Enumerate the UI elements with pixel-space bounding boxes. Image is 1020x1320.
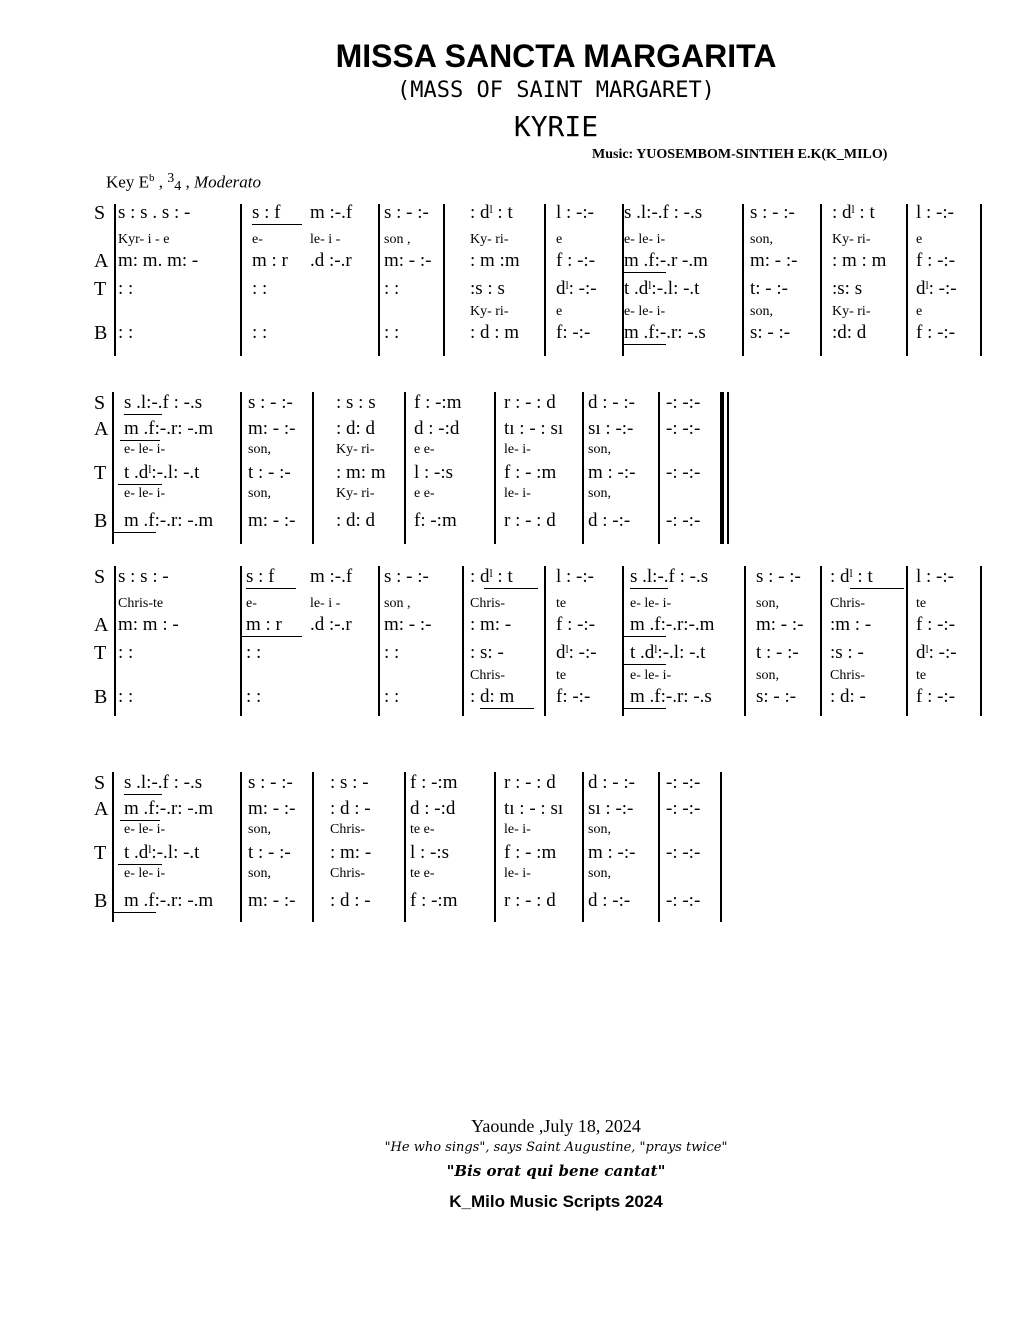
page-title: MISSA SANCTA MARGARITA [335, 38, 777, 74]
bar-line [544, 566, 546, 716]
bar-line [906, 204, 908, 356]
notes-s: s : - :- [384, 566, 429, 587]
notes-t: : s: - [470, 642, 504, 663]
bar-line [582, 772, 584, 922]
notes-a: m: m. m: - [118, 250, 199, 271]
lyrics: e e- [414, 486, 435, 501]
notes-a: m .f:-.r: -.m [124, 798, 214, 819]
lyrics: son, [756, 596, 779, 611]
lyrics: son, [588, 486, 611, 501]
bar-line [114, 566, 116, 716]
lyrics: Ky- ri- [470, 304, 509, 319]
final-bar-line [727, 392, 729, 544]
bar-line [240, 566, 242, 716]
notes-b: : : [252, 322, 268, 343]
section-title: KYRIE [513, 110, 599, 143]
bar-line [980, 566, 982, 716]
notes-t: : : [252, 278, 268, 299]
lyrics: Ky- ri- [336, 486, 375, 501]
lyrics: e- le- i- [630, 596, 672, 611]
bar-line [980, 204, 982, 356]
lyrics: Ky- ri- [832, 232, 871, 247]
notes-t: m : -:- [588, 842, 636, 863]
notes-b: r : - : d [504, 510, 556, 531]
notes-s: s : s . s : - [118, 202, 191, 223]
notes-a: -: -:- [666, 418, 701, 439]
notes-b: r : - : d [504, 890, 556, 911]
notes-a: : d : - [330, 798, 371, 819]
lyrics: son, [750, 232, 773, 247]
notes-t: : : [118, 278, 134, 299]
slur-underline [124, 794, 162, 795]
slur-underline [630, 588, 668, 589]
bar-line [378, 204, 380, 356]
notes-b: : : [384, 322, 400, 343]
part-label-a: A [94, 250, 109, 272]
key-label: Key E [106, 172, 149, 192]
lyrics: Chris- [330, 866, 365, 881]
slur-underline [246, 588, 296, 589]
notes-t: -: -:- [666, 462, 701, 483]
bar-line [443, 204, 445, 356]
notes-a: tı : - : sı [504, 798, 564, 819]
bar-line [240, 392, 242, 544]
notes-a: .d :-.r [310, 250, 352, 271]
notes-s: : dˡ : t [830, 566, 873, 587]
notes-b: : : [118, 322, 134, 343]
key-flat: b [148, 172, 155, 184]
slur-underline [624, 272, 666, 273]
bar-line [582, 392, 584, 544]
notes-s: : s : - [330, 772, 369, 793]
bar-line [240, 772, 242, 922]
notes-s: : dˡ : t [832, 202, 875, 223]
notes-b: m: - :- [248, 510, 296, 531]
notes-b: : d: - [830, 686, 866, 707]
lyrics: e [916, 232, 923, 247]
notes-t: : : [246, 642, 262, 663]
notes-s: l : -:- [916, 202, 954, 223]
notes-s: m :-.f [310, 566, 353, 587]
notes-a: m: - :- [248, 418, 296, 439]
notes-t: t : - :- [248, 462, 291, 483]
notes-t: t: - :- [750, 278, 788, 299]
lyrics: Chris- [830, 668, 865, 683]
bar-line [720, 392, 724, 544]
notes-a: m: - :- [750, 250, 798, 271]
notes-s: s : f [252, 202, 281, 223]
notes-b: s: - :- [756, 686, 797, 707]
notes-s: s : - :- [248, 392, 293, 413]
notes-b: : d: d [336, 510, 376, 531]
bar-line [112, 772, 114, 922]
notes-s: m :-.f [310, 202, 353, 223]
part-label-b: B [94, 890, 108, 912]
lyrics: Ky- ri- [470, 232, 509, 247]
part-label-b: B [94, 510, 108, 532]
notes-b: : d : - [330, 890, 371, 911]
notes-t: dˡ: -:- [556, 278, 597, 299]
latin-quote: "Bis orat qui bene cantat" [446, 1162, 666, 1180]
part-label-s: S [94, 202, 106, 224]
notes-t: :s : - [830, 642, 864, 663]
lyrics: e e- [414, 442, 435, 457]
bar-line [720, 772, 722, 922]
part-label-t: T [94, 642, 107, 664]
lyrics: son , [384, 596, 411, 611]
notes-b: : d: m [470, 686, 515, 707]
bar-line [544, 204, 546, 356]
notes-b: f: -:- [556, 322, 591, 343]
lyrics: le- i - [310, 596, 341, 611]
bar-line [820, 204, 822, 356]
meter-bottom: 4 [174, 178, 182, 194]
notes-t: t .dˡ:-.l: -.t [124, 462, 200, 483]
notes-t: dˡ: -:- [556, 642, 597, 663]
lyrics: e- [252, 232, 263, 247]
lyrics: son, [248, 442, 271, 457]
notes-a: : d: d [336, 418, 376, 439]
notes-a: .d :-.r [310, 614, 352, 635]
notes-a: m .f:-.r: -.m [124, 418, 214, 439]
bar-line [658, 772, 660, 922]
lyrics: Chris-te [118, 596, 164, 611]
notes-a: m : r [246, 614, 282, 635]
bar-line [658, 392, 660, 544]
notes-a: m: - :- [248, 798, 296, 819]
lyrics: e- le- i- [630, 668, 672, 683]
notes-a: : m: - [470, 614, 512, 635]
notes-b: d : -:- [588, 510, 631, 531]
notes-a: -: -:- [666, 798, 701, 819]
notes-b: m .f:-.r: -.m [124, 510, 214, 531]
notes-t: : m: m [336, 462, 386, 483]
notes-s: l : -:- [556, 202, 594, 223]
lyrics: e [556, 304, 563, 319]
lyrics: Chris- [330, 822, 365, 837]
part-label-t: T [94, 842, 107, 864]
lyrics: te e- [410, 866, 435, 881]
lyrics: son, [756, 668, 779, 683]
notes-s: -: -:- [666, 392, 701, 413]
slur-underline [242, 636, 302, 637]
notes-b: f: -:m [414, 510, 457, 531]
notes-t: l : -:s [410, 842, 450, 863]
notes-b: :d: d [832, 322, 867, 343]
notes-a: f : -:- [916, 614, 956, 635]
notes-b: : : [118, 686, 134, 707]
notes-s: f : -:m [410, 772, 458, 793]
notes-a: f : -:- [556, 614, 596, 635]
lyrics: son, [248, 822, 271, 837]
notes-b: f: -:- [556, 686, 591, 707]
slur-underline [124, 414, 162, 415]
part-label-t: T [94, 278, 107, 300]
lyrics: te [556, 596, 567, 611]
notes-t: t .dˡ:-.l: -.t [630, 642, 706, 663]
lyrics: le- i- [504, 486, 531, 501]
notes-a: sı : -:- [588, 418, 634, 439]
notes-b: : : [384, 686, 400, 707]
notes-t: m : -:- [588, 462, 636, 483]
notes-s: s .l:-.f : -.s [124, 772, 203, 793]
lyrics: e [556, 232, 563, 247]
notes-s: : dˡ : t [470, 202, 513, 223]
notes-a: m : r [252, 250, 288, 271]
slur-underline [118, 864, 162, 865]
slur-underline [120, 820, 160, 821]
notes-b: -: -:- [666, 890, 701, 911]
notes-b: s: - :- [750, 322, 791, 343]
bar-line [906, 566, 908, 716]
lyrics: e- le- i- [624, 304, 666, 319]
notes-t: :s: s [832, 278, 863, 299]
lyrics: Chris- [470, 668, 505, 683]
lyrics: son, [248, 486, 271, 501]
notes-s: s .l:-.f : -.s [630, 566, 709, 587]
notes-a: m: m : - [118, 614, 179, 635]
slur-underline [118, 484, 162, 485]
slur-underline [624, 664, 666, 665]
notes-t: : m: - [330, 842, 372, 863]
slur-underline [112, 912, 156, 913]
notes-s: -: -:- [666, 772, 701, 793]
notes-a: m: - :- [384, 614, 432, 635]
lyrics: te [556, 668, 567, 683]
slur-underline [624, 636, 666, 637]
part-label-b: B [94, 686, 108, 708]
notes-t: : : [384, 278, 400, 299]
notes-a: m .f:-.r -.m [624, 250, 708, 271]
augustine-quote: "He who sings", says Saint Augustine, "prays twice" [384, 1140, 728, 1155]
notes-a: :m : - [830, 614, 872, 635]
bar-line [114, 204, 116, 356]
slur-underline [850, 588, 904, 589]
slur-underline [480, 708, 534, 709]
notes-a: m .f:-.r:-.m [630, 614, 715, 635]
lyrics: Chris- [470, 596, 505, 611]
notes-a: d : -:d [410, 798, 456, 819]
notes-t: : : [384, 642, 400, 663]
tempo-marking: Moderato [193, 172, 262, 192]
notes-a: sı : -:- [588, 798, 634, 819]
slur-underline [252, 224, 302, 225]
bar-line [378, 566, 380, 716]
slur-underline [624, 344, 666, 345]
lyrics: e- le- i- [124, 486, 166, 501]
part-label-t: T [94, 462, 107, 484]
notes-t: : : [118, 642, 134, 663]
slur-underline [484, 588, 538, 589]
notes-a: : m : m [832, 250, 887, 271]
notes-t: dˡ: -:- [916, 642, 957, 663]
lyrics: son, [588, 822, 611, 837]
notes-b: : : [246, 686, 262, 707]
notes-a: f : -:- [916, 250, 956, 271]
notes-b: : d : m [470, 322, 520, 343]
part-label-b: B [94, 322, 108, 344]
notes-s: : s : s [336, 392, 376, 413]
slur-underline [624, 708, 666, 709]
notes-t: t : - :- [756, 642, 799, 663]
bar-line [622, 566, 624, 716]
notes-b: -: -:- [666, 510, 701, 531]
notes-t: dˡ: -:- [916, 278, 957, 299]
lyrics: le- i- [504, 442, 531, 457]
notes-s: s : - :- [750, 202, 795, 223]
lyrics: son , [384, 232, 411, 247]
place-date: Yaounde ,July 18, 2024 [471, 1116, 641, 1136]
bar-line [494, 392, 496, 544]
part-label-s: S [94, 566, 106, 588]
notes-a: d : -:d [414, 418, 460, 439]
meter-top: 3 [167, 170, 175, 186]
bar-line [404, 772, 406, 922]
notes-t: t : - :- [248, 842, 291, 863]
notes-t: t .dˡ:-.l: -.t [124, 842, 200, 863]
bar-line [312, 772, 314, 922]
lyrics: te e- [410, 822, 435, 837]
notes-t: l : -:s [414, 462, 454, 483]
lyrics: son, [750, 304, 773, 319]
notes-s: s : - :- [248, 772, 293, 793]
bar-line [820, 566, 822, 716]
notes-b: m .f:-.r: -.s [624, 322, 706, 343]
lyrics: son, [248, 866, 271, 881]
notes-s: f : -:m [414, 392, 462, 413]
bar-line [312, 392, 314, 544]
notes-b: f : -:- [916, 686, 956, 707]
notes-s: l : -:- [556, 566, 594, 587]
notes-t: t .dˡ:-.l: -.t [624, 278, 700, 299]
lyrics: e- [246, 596, 257, 611]
notes-b: m: - :- [248, 890, 296, 911]
bar-line [744, 566, 746, 716]
lyrics: e- le- i- [124, 442, 166, 457]
notes-s: s : f [246, 566, 275, 587]
notes-t: f : - :m [504, 842, 557, 863]
notes-s: d : - :- [588, 772, 635, 793]
notes-s: s .l:-.f : -.s [124, 392, 203, 413]
notes-t: :s : s [470, 278, 505, 299]
notes-b: d : -:- [588, 890, 631, 911]
part-label-s: S [94, 772, 106, 794]
lyrics: Ky- ri- [336, 442, 375, 457]
composer-credit: Music: YUOSEMBOM-SINTIEH E.K(K_MILO) [592, 147, 888, 162]
notes-s: r : - : d [504, 772, 556, 793]
notes-s: s : - :- [756, 566, 801, 587]
lyrics: le- i - [310, 232, 341, 247]
notes-s: : dˡ : t [470, 566, 513, 587]
notes-b: m .f:-.r: -.m [124, 890, 214, 911]
notes-s: s .l:-.f : -.s [624, 202, 703, 223]
notes-b: m .f:-.r: -.s [630, 686, 712, 707]
notes-a: m: - :- [384, 250, 432, 271]
lyrics: e- le- i- [124, 822, 166, 837]
notes-s: s : - :- [384, 202, 429, 223]
notes-s: s : s : - [118, 566, 169, 587]
lyrics: le- i- [504, 866, 531, 881]
bar-line [404, 392, 406, 544]
notes-t: -: -:- [666, 842, 701, 863]
lyrics: son, [588, 442, 611, 457]
notes-t: f : - :m [504, 462, 557, 483]
notes-b: f : -:- [916, 322, 956, 343]
bar-line [742, 204, 744, 356]
notes-s: l : -:- [916, 566, 954, 587]
lyrics: e- le- i- [624, 232, 666, 247]
bar-line [462, 566, 464, 716]
lyrics: le- i- [504, 822, 531, 837]
publisher-brand: K_Milo Music Scripts 2024 [449, 1192, 663, 1211]
part-label-a: A [94, 418, 109, 440]
slur-underline [120, 440, 160, 441]
notes-s: d : - :- [588, 392, 635, 413]
lyrics: te [916, 596, 927, 611]
part-label-a: A [94, 614, 109, 636]
notes-a: : m :m [470, 250, 520, 271]
lyrics: Ky- ri- [832, 304, 871, 319]
bar-line [240, 204, 242, 356]
lyrics: Kyr- i - e [118, 232, 170, 247]
page-subtitle: (MASS OF SAINT MARGARET) [397, 78, 715, 103]
notes-a: tı : - : sı [504, 418, 564, 439]
part-label-s: S [94, 392, 106, 414]
bar-line [494, 772, 496, 922]
bar-line [112, 392, 114, 544]
lyrics: e- le- i- [124, 866, 166, 881]
lyrics: Chris- [830, 596, 865, 611]
lyrics: son, [588, 866, 611, 881]
lyrics: te [916, 668, 927, 683]
notes-a: f : -:- [556, 250, 596, 271]
slur-underline [112, 532, 156, 533]
part-label-a: A [94, 798, 109, 820]
notes-b: f : -:m [410, 890, 458, 911]
notes-a: m: - :- [756, 614, 804, 635]
notes-s: r : - : d [504, 392, 556, 413]
key-signature: Key $E^b$ , $^3$4 , Moderato [106, 170, 262, 194]
lyrics: e [916, 304, 923, 319]
